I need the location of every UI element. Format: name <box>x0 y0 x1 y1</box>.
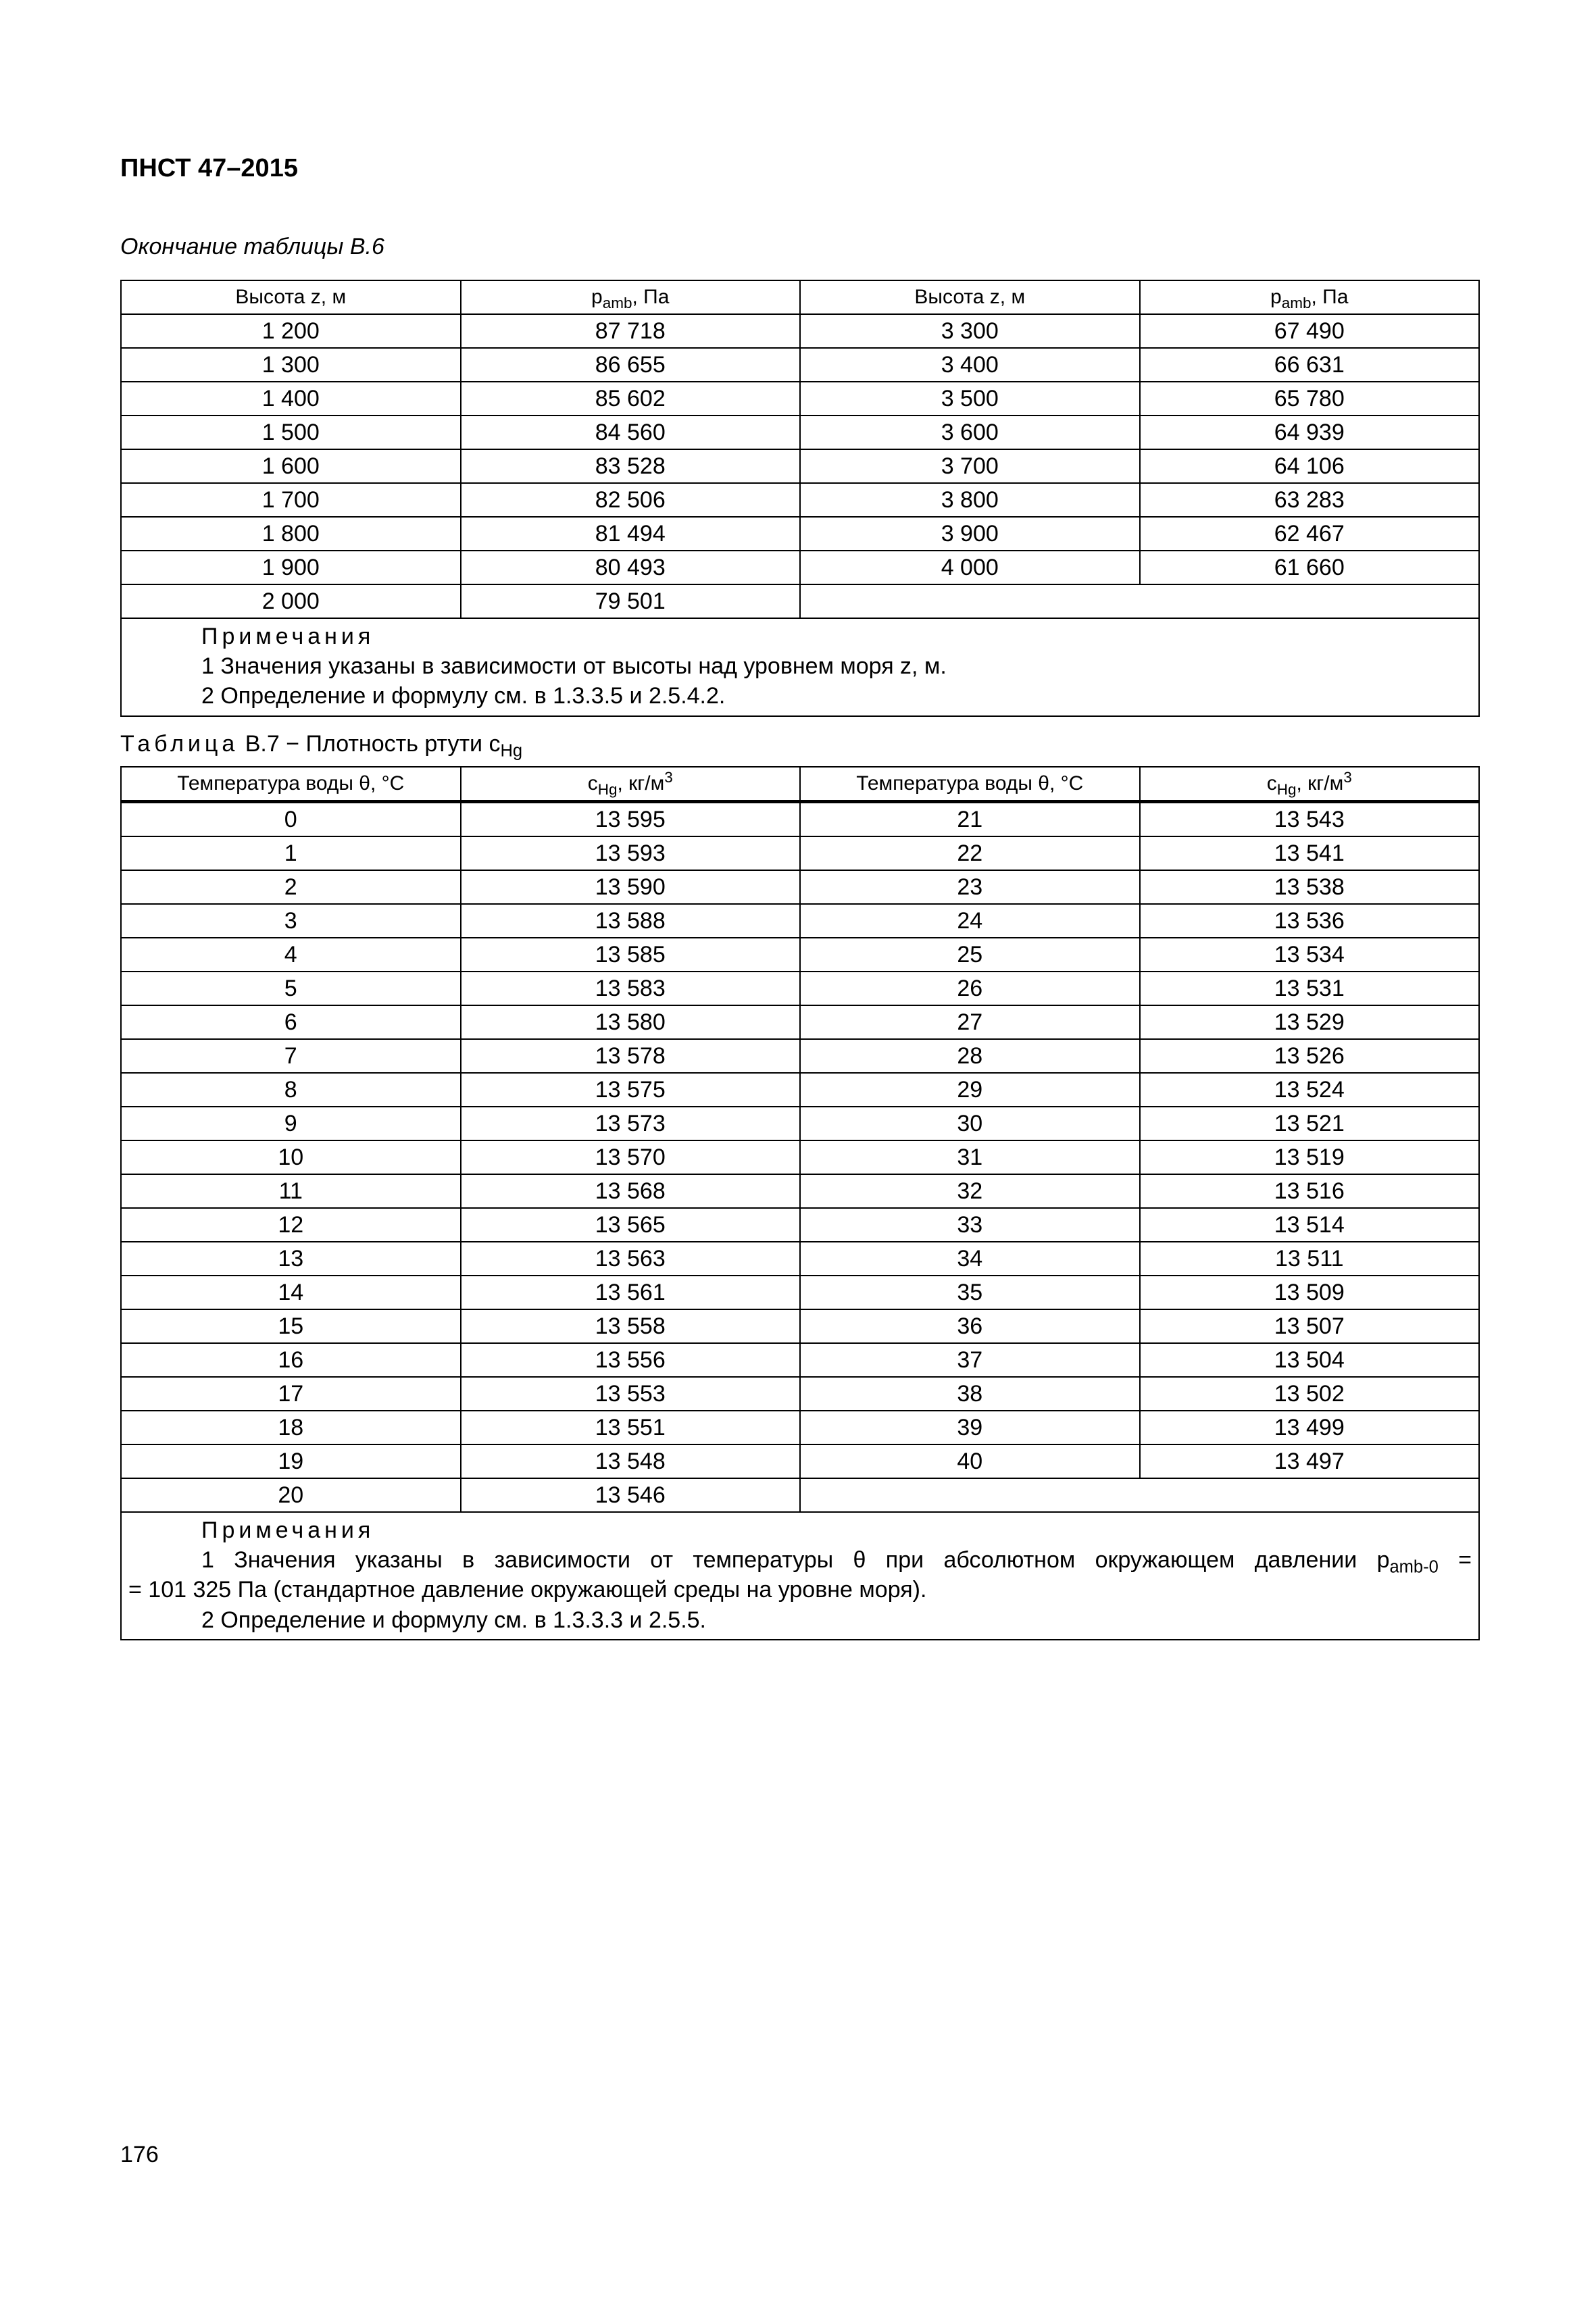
table-cell: 23 <box>800 870 1140 904</box>
table-cell: 66 631 <box>1140 348 1480 382</box>
table-header-row <box>121 767 1479 802</box>
table-cell-empty <box>800 584 1479 618</box>
table-cell: 13 578 <box>461 1039 801 1073</box>
header-density <box>461 767 801 802</box>
table-cell: 10 <box>121 1140 461 1174</box>
table-cell: 30 <box>800 1107 1140 1140</box>
table-row <box>121 1208 1479 1242</box>
table-cell: 13 536 <box>1140 904 1480 938</box>
table-cell: 20 <box>121 1478 461 1512</box>
table-cell: 13 509 <box>1140 1276 1480 1309</box>
table-cell: 29 <box>800 1073 1140 1107</box>
table-cell: 1 700 <box>121 483 461 517</box>
table-cell: 1 200 <box>121 314 461 348</box>
table-cell: 27 <box>800 1005 1140 1039</box>
header-density-symbol: c <box>1266 772 1277 795</box>
table-cell: 39 <box>800 1411 1140 1444</box>
table-row <box>121 904 1479 938</box>
table-cell: 65 780 <box>1140 382 1480 416</box>
header-density-unit: , кг/м <box>1296 772 1344 795</box>
header-pressure <box>461 280 801 314</box>
table-cell: 80 493 <box>461 551 801 584</box>
table-cell: 37 <box>800 1343 1140 1377</box>
table-cell: 85 602 <box>461 382 801 416</box>
table-row <box>121 1073 1479 1107</box>
note-line-2: = 101 325 Па (стандартное давление окружающей среды на уровне моря). <box>128 1577 927 1603</box>
table-cell: 9 <box>121 1107 461 1140</box>
header-pressure-unit: , Па <box>632 286 670 308</box>
table-cell: 3 700 <box>800 449 1140 483</box>
table-cell: 17 <box>121 1377 461 1411</box>
header-temperature <box>800 767 1140 802</box>
header-density-symbol: c <box>587 772 598 795</box>
table-cell: 13 551 <box>461 1411 801 1444</box>
table-cell: 67 490 <box>1140 314 1480 348</box>
table-cell: 83 528 <box>461 449 801 483</box>
table-cell: 13 521 <box>1140 1107 1480 1140</box>
table-b7-caption-subscript: Hg <box>500 741 523 761</box>
table-cell: 13 595 <box>461 802 801 837</box>
table-cell: 31 <box>800 1140 1140 1174</box>
table-cell: 2 <box>121 870 461 904</box>
table-b7-caption-label: Таблица <box>120 731 239 757</box>
table-cell: 84 560 <box>461 416 801 449</box>
table-cell: 13 499 <box>1140 1411 1480 1444</box>
table-cell: 13 568 <box>461 1174 801 1208</box>
header-pressure-symbol: p <box>1270 286 1282 308</box>
table-cell: 1 600 <box>121 449 461 483</box>
table-row <box>121 1478 1479 1512</box>
table-cell: 13 565 <box>461 1208 801 1242</box>
table-cell: 13 541 <box>1140 836 1480 870</box>
header-density-subscript: Hg <box>597 780 618 798</box>
table-cell: 1 800 <box>121 517 461 551</box>
table-cell: 13 526 <box>1140 1039 1480 1073</box>
table-cell: 33 <box>800 1208 1140 1242</box>
note-line-1-text: 1 Значения указаны в зависимости от температуры θ при абсолютном окружающем давлении p <box>201 1547 1390 1574</box>
table-b6 <box>120 280 1480 717</box>
header-pressure-subscript: amb <box>1281 294 1312 311</box>
table-cell: 64 106 <box>1140 449 1480 483</box>
header-temperature-label: Температура воды θ, °С <box>177 772 405 795</box>
header-density-superscript: 3 <box>664 768 673 786</box>
header-density <box>1140 767 1480 802</box>
table-b7-caption-text: В.7 − Плотность ртути c <box>239 731 501 757</box>
header-temperature-label: Температура воды θ, °С <box>856 772 1084 795</box>
table-row <box>121 1309 1479 1343</box>
table-row <box>121 870 1479 904</box>
table-cell: 13 546 <box>461 1478 801 1512</box>
header-pressure <box>1140 280 1480 314</box>
table-row <box>121 1242 1479 1276</box>
table-cell: 87 718 <box>461 314 801 348</box>
header-height <box>121 280 461 314</box>
table-cell: 16 <box>121 1343 461 1377</box>
table-cell: 12 <box>121 1208 461 1242</box>
table-cell: 79 501 <box>461 584 801 618</box>
notes-title: Примечания <box>201 1517 375 1543</box>
table-cell: 86 655 <box>461 348 801 382</box>
table-cell: 13 590 <box>461 870 801 904</box>
notes-cell <box>121 1512 1479 1640</box>
table-b6-body <box>121 280 1479 618</box>
table-row <box>121 1140 1479 1174</box>
table-row <box>121 972 1479 1005</box>
header-pressure-subscript: amb <box>602 294 632 311</box>
table-cell: 13 558 <box>461 1309 801 1343</box>
table-b7-notes <box>121 1512 1479 1640</box>
table-cell: 34 <box>800 1242 1140 1276</box>
table-cell: 82 506 <box>461 483 801 517</box>
note-line-3: 2 Определение и формулу см. в 1.3.3.3 и 2.5.5. <box>201 1607 707 1633</box>
table-cell: 61 660 <box>1140 551 1480 584</box>
table-b6-caption: Окончание таблицы В.6 <box>120 234 384 259</box>
table-row <box>121 1107 1479 1140</box>
table-row <box>121 314 1479 348</box>
table-cell: 13 529 <box>1140 1005 1480 1039</box>
table-row <box>121 836 1479 870</box>
table-b7-caption <box>120 731 523 761</box>
table-cell: 1 400 <box>121 382 461 416</box>
header-height-label: Высота z, м <box>235 286 347 308</box>
note-line-1: 1 Значения указаны в зависимости от высоты над уровнем моря z, м. <box>201 653 947 680</box>
table-cell: 13 511 <box>1140 1242 1480 1276</box>
page-number: 176 <box>120 2142 159 2167</box>
notes-title: Примечания <box>201 624 375 649</box>
table-row <box>121 938 1479 972</box>
table-cell: 5 <box>121 972 461 1005</box>
table-cell: 13 553 <box>461 1377 801 1411</box>
header-density-unit: , кг/м <box>617 772 665 795</box>
table-cell: 13 563 <box>461 1242 801 1276</box>
table-cell: 26 <box>800 972 1140 1005</box>
table-cell: 1 500 <box>121 416 461 449</box>
table-cell: 13 504 <box>1140 1343 1480 1377</box>
table-cell: 32 <box>800 1174 1140 1208</box>
table-cell: 2 000 <box>121 584 461 618</box>
table-cell: 15 <box>121 1309 461 1343</box>
header-pressure-symbol: p <box>591 286 603 308</box>
table-cell: 1 300 <box>121 348 461 382</box>
table-row <box>121 1174 1479 1208</box>
table-row <box>121 382 1479 416</box>
table-cell: 36 <box>800 1309 1140 1343</box>
table-cell: 13 585 <box>461 938 801 972</box>
table-cell: 1 <box>121 836 461 870</box>
table-cell: 0 <box>121 802 461 837</box>
table-cell: 13 514 <box>1140 1208 1480 1242</box>
header-density-superscript: 3 <box>1343 768 1352 786</box>
table-cell: 18 <box>121 1411 461 1444</box>
table-cell: 13 575 <box>461 1073 801 1107</box>
table-cell: 81 494 <box>461 517 801 551</box>
table-cell: 6 <box>121 1005 461 1039</box>
document-code: ПНСТ 47–2015 <box>120 154 298 182</box>
table-cell: 13 573 <box>461 1107 801 1140</box>
table-cell-empty <box>800 1478 1479 1512</box>
header-pressure-unit: , Па <box>1311 286 1349 308</box>
table-cell: 13 538 <box>1140 870 1480 904</box>
table-b6-notes <box>121 618 1479 716</box>
table-cell: 13 502 <box>1140 1377 1480 1411</box>
table-cell: 24 <box>800 904 1140 938</box>
table-cell: 3 800 <box>800 483 1140 517</box>
table-cell: 21 <box>800 802 1140 837</box>
table-row <box>121 1276 1479 1309</box>
table-row <box>121 1343 1479 1377</box>
table-b7-body <box>121 767 1479 1512</box>
table-cell: 3 300 <box>800 314 1140 348</box>
table-cell: 38 <box>800 1377 1140 1411</box>
table-cell: 13 516 <box>1140 1174 1480 1208</box>
table-cell: 13 <box>121 1242 461 1276</box>
table-cell: 8 <box>121 1073 461 1107</box>
table-cell: 13 593 <box>461 836 801 870</box>
table-cell: 35 <box>800 1276 1140 1309</box>
table-cell: 62 467 <box>1140 517 1480 551</box>
table-cell: 28 <box>800 1039 1140 1073</box>
header-height <box>800 280 1140 314</box>
table-cell: 11 <box>121 1174 461 1208</box>
table-cell: 13 534 <box>1140 938 1480 972</box>
table-row <box>121 584 1479 618</box>
table-row <box>121 1411 1479 1444</box>
table-cell: 25 <box>800 938 1140 972</box>
table-cell: 4 000 <box>800 551 1140 584</box>
table-cell: 13 543 <box>1140 802 1480 837</box>
table-cell: 4 <box>121 938 461 972</box>
table-cell: 13 561 <box>461 1276 801 1309</box>
note-line-2: 2 Определение и формулу см. в 1.3.3.5 и 2.5.4.2. <box>201 683 726 709</box>
table-cell: 13 588 <box>461 904 801 938</box>
table-cell: 13 580 <box>461 1005 801 1039</box>
header-height-label: Высота z, м <box>914 286 1026 308</box>
table-cell: 3 400 <box>800 348 1140 382</box>
table-cell: 1 900 <box>121 551 461 584</box>
table-cell: 63 283 <box>1140 483 1480 517</box>
table-row <box>121 483 1479 517</box>
table-cell: 13 548 <box>461 1444 801 1478</box>
table-cell: 13 570 <box>461 1140 801 1174</box>
header-temperature <box>121 767 461 802</box>
table-cell: 13 524 <box>1140 1073 1480 1107</box>
table-row <box>121 1039 1479 1073</box>
table-row <box>121 551 1479 584</box>
table-row <box>121 1444 1479 1478</box>
table-row <box>121 449 1479 483</box>
table-header-row <box>121 280 1479 314</box>
table-row <box>121 348 1479 382</box>
table-cell: 13 531 <box>1140 972 1480 1005</box>
note-line-1-subscript: amb-0 <box>1389 1557 1439 1577</box>
table-cell: 13 583 <box>461 972 801 1005</box>
table-cell: 7 <box>121 1039 461 1073</box>
table-cell: 3 500 <box>800 382 1140 416</box>
table-cell: 13 556 <box>461 1343 801 1377</box>
note-line-1 <box>128 1545 1472 1575</box>
table-row <box>121 802 1479 837</box>
table-row <box>121 1005 1479 1039</box>
table-cell: 64 939 <box>1140 416 1480 449</box>
note-line-1-tail: = <box>1438 1547 1472 1574</box>
notes-cell <box>121 618 1479 716</box>
table-b7 <box>120 766 1480 1640</box>
table-cell: 40 <box>800 1444 1140 1478</box>
table-cell: 3 <box>121 904 461 938</box>
table-cell: 19 <box>121 1444 461 1478</box>
table-cell: 13 519 <box>1140 1140 1480 1174</box>
table-row <box>121 517 1479 551</box>
table-cell: 22 <box>800 836 1140 870</box>
header-density-subscript: Hg <box>1276 780 1297 798</box>
table-cell: 3 900 <box>800 517 1140 551</box>
table-row <box>121 1377 1479 1411</box>
table-cell: 13 507 <box>1140 1309 1480 1343</box>
table-cell: 3 600 <box>800 416 1140 449</box>
table-cell: 13 497 <box>1140 1444 1480 1478</box>
table-row <box>121 416 1479 449</box>
table-cell: 14 <box>121 1276 461 1309</box>
